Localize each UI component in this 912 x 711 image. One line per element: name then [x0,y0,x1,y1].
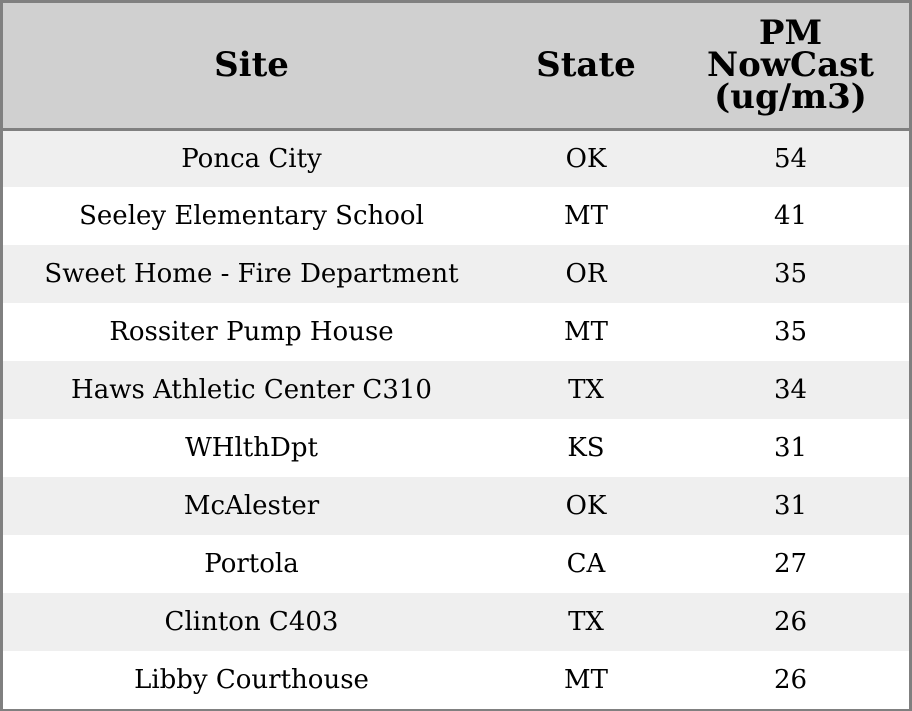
table-row [3,419,909,477]
cell-site: Haws Athletic Center C310 [71,375,432,405]
cell-site: Libby Courthouse [134,665,369,695]
cell-state: TX [568,375,604,405]
table-row [3,535,909,593]
table-row [3,303,909,361]
cell-pm-nowcast: 26 [773,665,808,695]
cell-site: Portola [204,549,299,579]
cell-site: McAlester [183,491,320,521]
cell-site: Sweet Home - Fire Department [44,259,459,289]
cell-pm-nowcast: 41 [773,201,808,231]
cell-state: MT [564,317,608,347]
cell-pm-nowcast: 26 [773,607,808,637]
cell-state: TX [568,607,604,637]
table-body [3,129,909,709]
cell-site: Seeley Elementary School [79,201,424,231]
cell-site: Rossiter Pump House [109,317,394,347]
cell-pm-nowcast: 34 [773,375,808,405]
table-row [3,651,909,709]
cell-state: OK [565,491,607,521]
cell-site: Clinton C403 [164,607,339,637]
cell-pm-nowcast: 35 [773,317,808,347]
cell-state: OR [565,259,607,289]
table-header-row [3,3,909,129]
cell-pm-nowcast: 31 [773,433,808,463]
cell-state: MT [564,201,608,231]
cell-pm-nowcast: 35 [773,259,808,289]
table-row [3,361,909,419]
table-row [3,245,909,303]
cell-state: OK [565,143,607,174]
cell-pm-nowcast: 27 [773,549,808,579]
cell-pm-nowcast: 54 [773,143,808,174]
table-row [3,593,909,651]
table-row [3,129,909,187]
column-header-pm-nowcast: PM NowCast (ug/m3) [672,3,909,129]
column-header-state: State [500,3,672,129]
cell-pm-nowcast: 31 [773,491,808,521]
column-header-site: Site [3,3,500,129]
cell-state: CA [566,549,606,579]
table-row [3,477,909,535]
air-quality-table [3,3,909,709]
cell-site: WHlthDpt [185,433,318,463]
cell-state: KS [567,433,605,463]
cell-state: MT [564,665,608,695]
table-row [3,187,909,245]
cell-site: Ponca City [181,143,322,174]
